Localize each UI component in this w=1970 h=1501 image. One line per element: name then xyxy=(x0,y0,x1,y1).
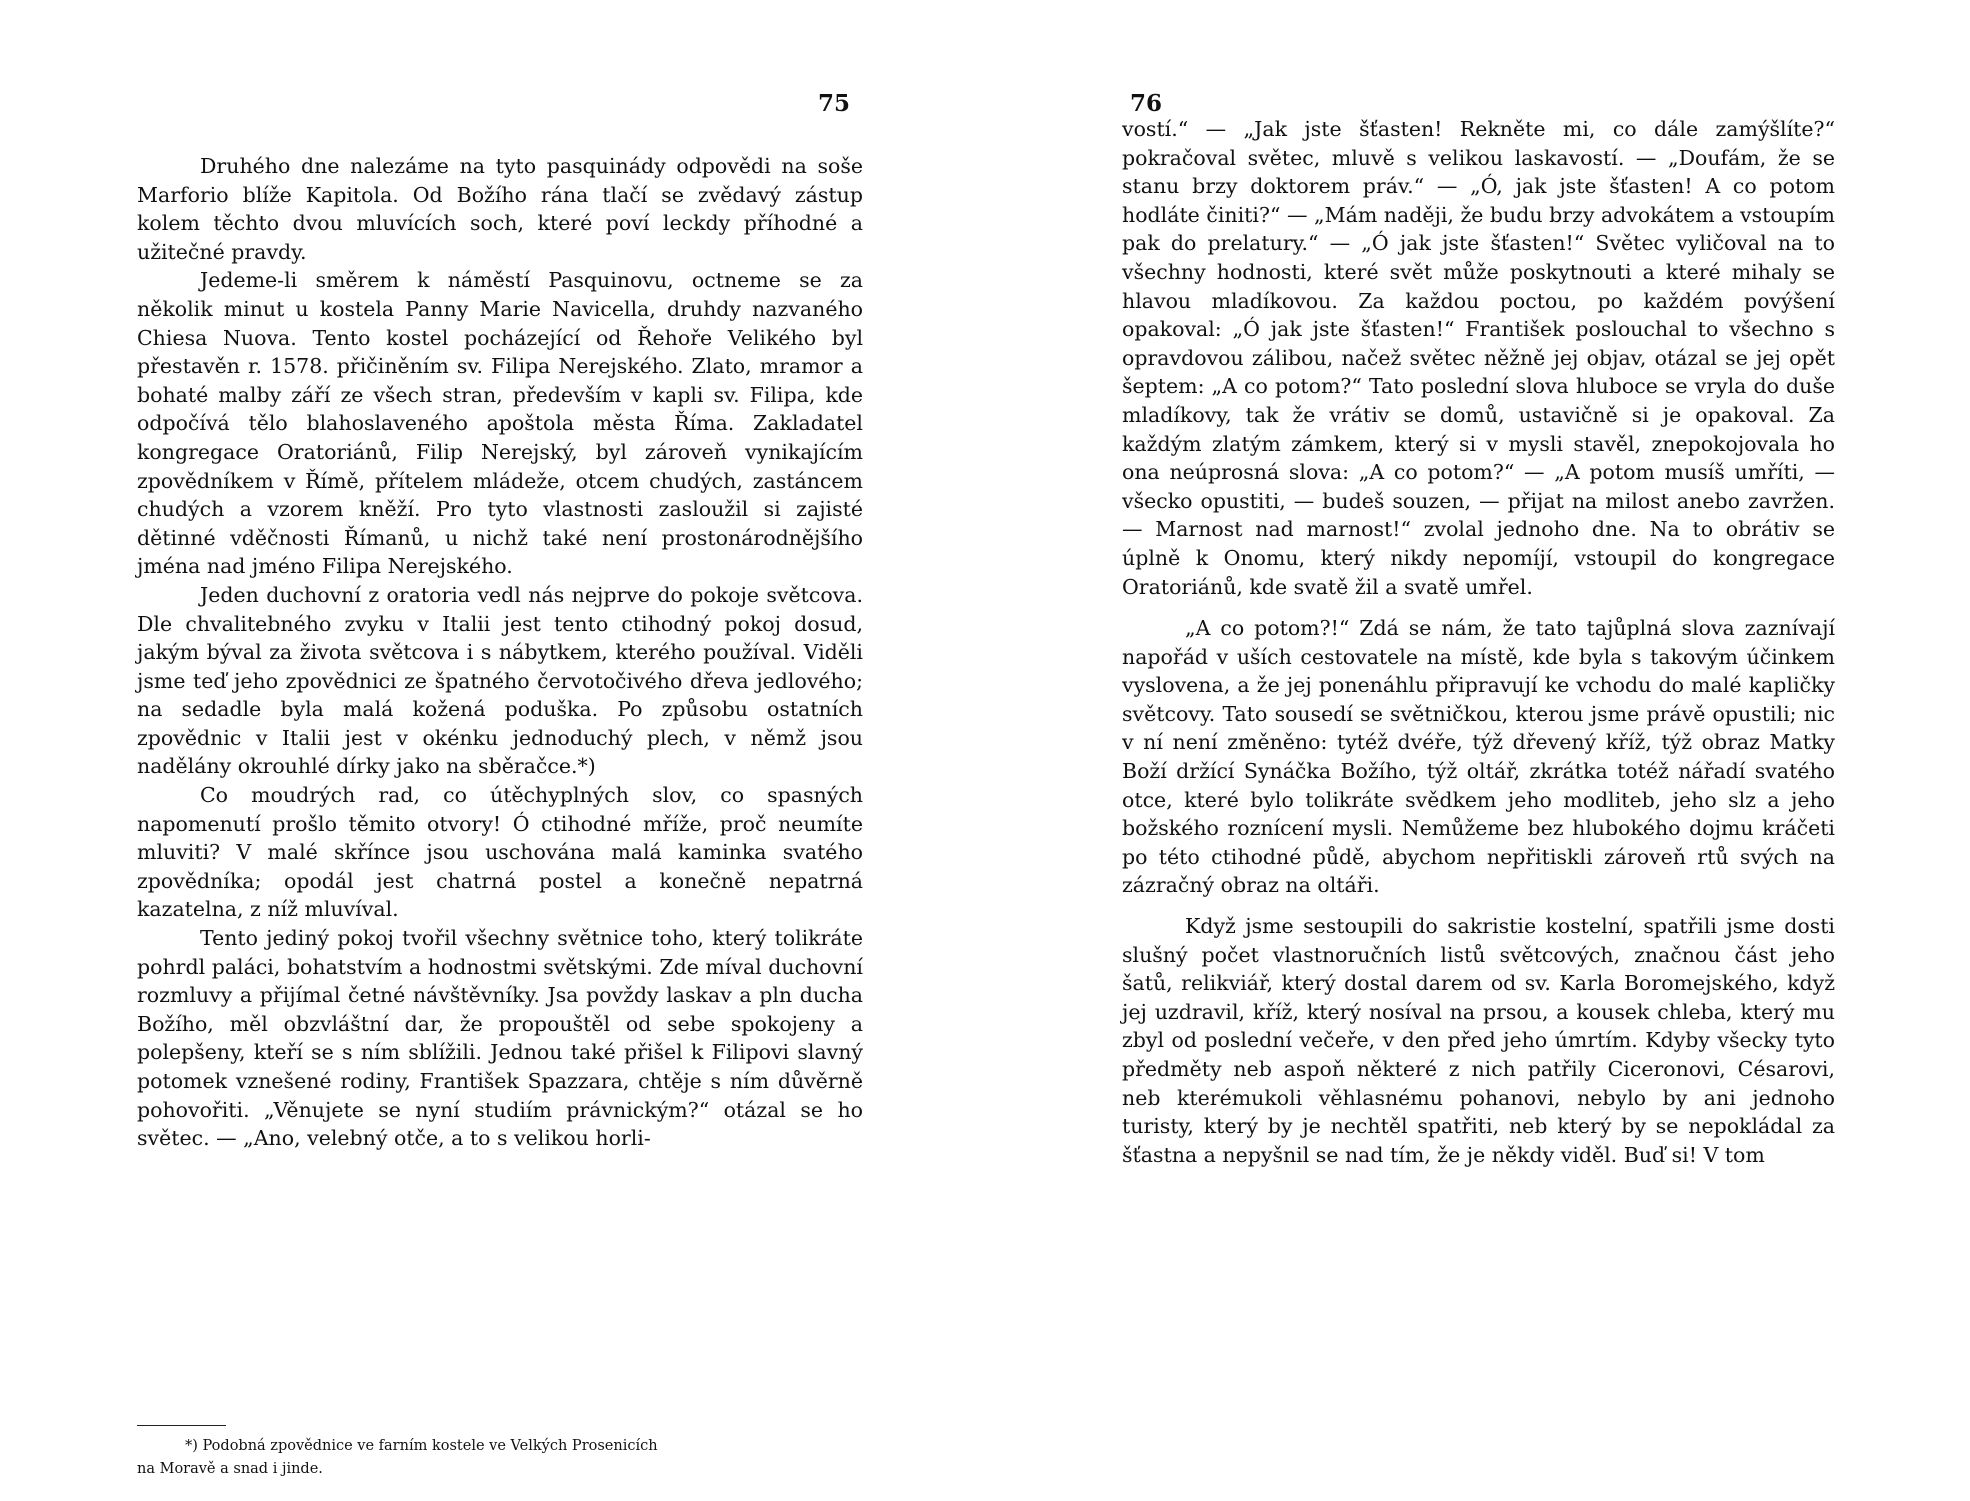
page-number: 76 xyxy=(1130,90,1163,117)
paragraph: Když jsme sestoupili do sakristie kostelní, spatřili jsme dosti slušný počet vlastnoručních listů světcových, značnou část jeho šatů, relikviář, který dostal darem od sv. Karla Boromejského, když jej uzdravil, kříž, který nosíval na prsou, a kousek chleba, který mu zbyl od poslední večeře, v den před jeho úmrtím. Kdyby všecky tyto předměty neb aspoň některé z nich patřily Ciceronovi, Césarovi, neb kterémukoli věhlasnému pohanovi, nebylo by ani jednoho turisty, který by je nechtěl spatřiti, neb který by se nepokládal za šťastna a nepyšnil se nad tím, že je někdy viděl. Buď si! V tom xyxy=(1122,914,1835,1167)
right-page-text xyxy=(1122,115,1835,1169)
footnote-separator xyxy=(137,1425,226,1426)
paragraph: Jedeme-li směrem k náměstí Pasquinovu, octneme se za několik minut u kostela Panny Marie Navicella, druhdy nazvaného Chiesa Nuova. Tento kostel pocházející od Řehoře Velikého byl přestavěn r. 1578. přičiněním sv. Filipa Nerejského. Zlato, mramor a bohaté malby září ze všech stran, především v kapli sv. Filipa, kde odpočívá tělo blahoslaveného apoštola města Říma. Zakladatel kongregace Oratoriánů, Filip Nerejský, byl zároveň vynikajícím zpovědníkem v Římě, přítelem mládeže, otcem chudých, zastáncem chudých a vzorem kněží. Pro tyto vlastnosti zasloužil si zajisté dětinné vděčnosti Římanů, u nichž také není prostonárodnějšího jména nad jméno Filipa Nerejského. xyxy=(137,268,863,579)
footnote-line: *) Podobná zpovědnice ve farním kostele ve Velkých Prosenicích xyxy=(185,1438,658,1454)
footnote-line: na Moravě a snad i jinde. xyxy=(137,1461,323,1477)
paragraph: Druhého dne nalezáme na tyto pasquinády odpovědi na soše Marforio blíže Kapitola. Od Božího rána tlačí se zvědavý zástup kolem těchto dvou mluvících soch, které poví leckdy příhodné a užitečné pravdy. xyxy=(137,154,863,264)
left-page-text xyxy=(137,152,863,1153)
footnote xyxy=(137,1435,863,1481)
paragraph: vostí.“ — „Jak jste šťasten! Rekněte mi, co dále zamýšlíte?“ pokračoval světec, mluvě s velikou laskavostí. — „Doufám, že se stanu brzy doktorem práv.“ — „Ó, jak jste šťasten! A co potom hodláte činiti?“ — „Mám naději, že budu brzy advokátem a vstoupím pak do prelatury.“ — „Ó jak jste šťasten!“ Světec vyličoval na to všechny hodnosti, které svět může poskytnouti a které mihaly se hlavou mladíkovou. Za každou poctou, po každém povýšení opakoval: „Ó jak jste šťasten!“ František poslouchal to všechno s opravdovou zálibou, načež světec něžně jej objav, otázal se jej opět šeptem: „A co potom?“ Tato poslední slova hluboce se vryla do duše mladíkovy, tak že vrátiv se domů, ustavičně si je opakoval. Za každým zlatým zámkem, který si v mysli stavěl, znepokojovala ho ona neúprosná slova: „A co potom?“ — „A potom musíš umříti, — všecko opustiti, — budeš souzen, — přijat na milost anebo zavržen. — Marnost nad marnost!“ zvolal jednoho dne. Na to obrátiv se úplně k Onomu, který nikdy nepomíjí, vstoupil do kongregace Oratoriánů, kde svatě žil a svatě umřel. xyxy=(1122,117,1835,599)
page-number: 75 xyxy=(818,90,851,117)
paragraph: Tento jediný pokoj tvořil všechny světnice toho, který tolikráte pohrdl paláci, bohatstvím a hodnostmi světskými. Zde míval duchovní rozmluvy a přijímal četné návštěvníky. Jsa povždy laskav a pln ducha Božího, měl obzvláštní dar, že propouštěl od sebe spokojeny a polepšeny, kteří se s ním sblížili. Jednou také přišel k Filipovi slavný potomek vznešené rodiny, František Spazzara, chtěje s ním důvěrně pohovořiti. „Věnujete se nyní studiím právnickým?“ otázal se ho světec. — „Ano, velebný otče, a to s velikou horli- xyxy=(137,926,863,1151)
paragraph: Co moudrých rad, co útěchyplných slov, co spasných napomenutí prošlo těmito otvory! Ó ctihodné mříže, proč neumíte mluviti? V malé skřínce jsou uschována malá kaminka svatého zpovědníka; opodál jest chatrná postel a konečně nepatrná kazatelna, z níž mluvíval. xyxy=(137,783,863,922)
paragraph: „A co potom?!“ Zdá se nám, že tato tajůplná slova zaznívají napořád v uších cestovatele na místě, kde byla s takovým účinkem vyslovena, a že jej ponenáhlu připravují ke vchodu do malé kapličky světcovy. Tato sousedí se světničkou, kterou jsme právě opustili; nic v ní není změněno: tytéž dvéře, týž dřevený kříž, týž obraz Matky Boží držící Synáčka Božího, týž oltář, zkrátka totéž nářadí svatého otce, které bylo tolikráte svědkem jeho modliteb, jeho slz a jeho božského roznícení mysli. Nemůžeme bez hlubokého dojmu kráčeti po této ctihodné půdě, abychom nepřitiskli zároveň rtů svých na zázračný obraz na oltáři. xyxy=(1122,616,1835,898)
right-page xyxy=(985,0,1970,1501)
paragraph: Jeden duchovní z oratoria vedl nás nejprve do pokoje světcova. Dle chvalitebného zvyku v Italii jest tento ctihodný pokoj dosud, jakým býval za života světcova i s nábytkem, kterého používal. Viděli jsme teď jeho zpovědnici ze špatného červotočivého dřeva jedlového; na sedadle byla malá kožená poduška. Po způsobu ostatních zpovědnic v Italii jest v okénku jednoduchý plech, v němž jsou nadělány okrouhlé dírky jako na sběračce.*) xyxy=(137,582,863,779)
